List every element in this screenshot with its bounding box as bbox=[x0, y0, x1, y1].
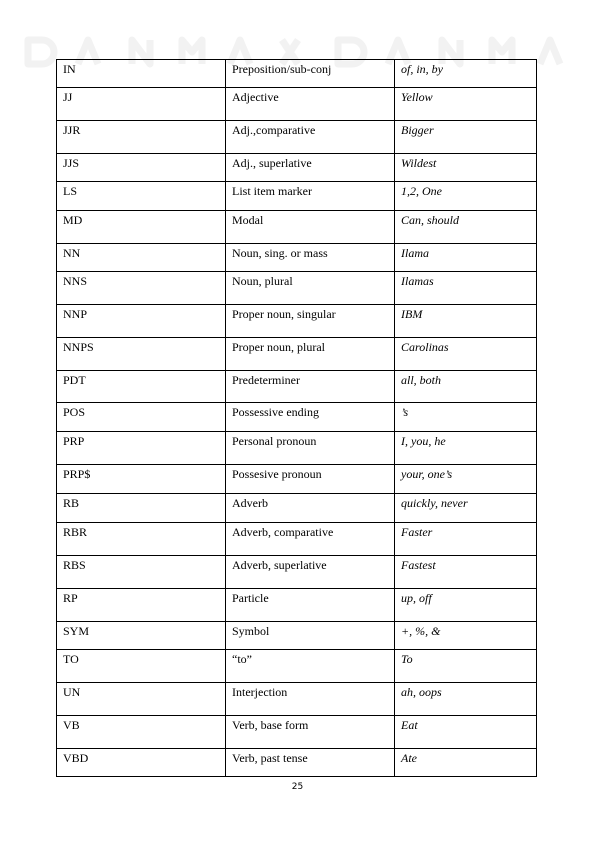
example-cell: Ilama bbox=[395, 244, 537, 272]
tag-cell: NNPS bbox=[57, 338, 226, 371]
example-cell: all, both bbox=[395, 371, 537, 403]
tag-cell: IN bbox=[57, 60, 226, 88]
tag-cell: MD bbox=[57, 211, 226, 244]
table-row bbox=[57, 154, 537, 182]
description-cell: Predeterminer bbox=[226, 371, 395, 403]
table-row bbox=[57, 749, 537, 777]
table-row bbox=[57, 523, 537, 556]
tag-cell: VBD bbox=[57, 749, 226, 777]
page-number: 25 bbox=[291, 782, 304, 792]
tag-cell: TO bbox=[57, 650, 226, 683]
tag-cell: NNP bbox=[57, 305, 226, 338]
example-cell: ah, oops bbox=[395, 683, 537, 716]
description-cell: Particle bbox=[226, 589, 395, 622]
description-cell: Adj., superlative bbox=[226, 154, 395, 182]
description-cell: “to” bbox=[226, 650, 395, 683]
table-row bbox=[57, 60, 537, 88]
example-cell: Fastest bbox=[395, 556, 537, 589]
example-cell: Carolinas bbox=[395, 338, 537, 371]
table-row bbox=[57, 465, 537, 494]
description-cell: Modal bbox=[226, 211, 395, 244]
example-cell: Faster bbox=[395, 523, 537, 556]
tag-cell: NN bbox=[57, 244, 226, 272]
example-cell: I, you, he bbox=[395, 432, 537, 465]
table-row bbox=[57, 88, 537, 121]
tag-cell: JJR bbox=[57, 121, 226, 154]
example-cell: Ilamas bbox=[395, 272, 537, 305]
description-cell: Adjective bbox=[226, 88, 395, 121]
description-cell: Interjection bbox=[226, 683, 395, 716]
example-cell: Eat bbox=[395, 716, 537, 749]
table-row bbox=[57, 589, 537, 622]
tag-cell: RBS bbox=[57, 556, 226, 589]
table-row bbox=[57, 272, 537, 305]
example-cell: ’s bbox=[395, 403, 537, 432]
table-row bbox=[57, 683, 537, 716]
example-cell: +, %, & bbox=[395, 622, 537, 650]
description-cell: Adj.,comparative bbox=[226, 121, 395, 154]
example-cell: Can, should bbox=[395, 211, 537, 244]
description-cell: Verb, base form bbox=[226, 716, 395, 749]
description-cell: Noun, sing. or mass bbox=[226, 244, 395, 272]
description-cell: Possessive ending bbox=[226, 403, 395, 432]
example-cell: of, in, by bbox=[395, 60, 537, 88]
tag-cell: JJ bbox=[57, 88, 226, 121]
description-cell: Adverb, superlative bbox=[226, 556, 395, 589]
example-cell: quickly, never bbox=[395, 494, 537, 523]
tag-cell: PRP bbox=[57, 432, 226, 465]
tag-cell: LS bbox=[57, 182, 226, 211]
description-cell: Symbol bbox=[226, 622, 395, 650]
description-cell: List item marker bbox=[226, 182, 395, 211]
description-cell: Proper noun, plural bbox=[226, 338, 395, 371]
table-row bbox=[57, 244, 537, 272]
table-row bbox=[57, 182, 537, 211]
table-row bbox=[57, 716, 537, 749]
table-row bbox=[57, 371, 537, 403]
table-row bbox=[57, 403, 537, 432]
tag-cell: NNS bbox=[57, 272, 226, 305]
tag-cell: UN bbox=[57, 683, 226, 716]
table-row bbox=[57, 556, 537, 589]
description-cell: Possesive pronoun bbox=[226, 465, 395, 494]
example-cell: IBM bbox=[395, 305, 537, 338]
example-cell: To bbox=[395, 650, 537, 683]
example-cell: 1,2, One bbox=[395, 182, 537, 211]
tag-cell: RBR bbox=[57, 523, 226, 556]
pos-tag-table bbox=[56, 59, 537, 777]
example-cell: Bigger bbox=[395, 121, 537, 154]
example-cell: up, off bbox=[395, 589, 537, 622]
tag-cell: PDT bbox=[57, 371, 226, 403]
description-cell: Personal pronoun bbox=[226, 432, 395, 465]
table-row bbox=[57, 622, 537, 650]
table-row bbox=[57, 211, 537, 244]
example-cell: Ate bbox=[395, 749, 537, 777]
tag-cell: PRP$ bbox=[57, 465, 226, 494]
description-cell: Verb, past tense bbox=[226, 749, 395, 777]
tag-cell: RB bbox=[57, 494, 226, 523]
example-cell: your, one’s bbox=[395, 465, 537, 494]
description-cell: Preposition/sub-conj bbox=[226, 60, 395, 88]
description-cell: Proper noun, singular bbox=[226, 305, 395, 338]
example-cell: Wildest bbox=[395, 154, 537, 182]
tag-cell: POS bbox=[57, 403, 226, 432]
table-row bbox=[57, 432, 537, 465]
tag-cell: SYM bbox=[57, 622, 226, 650]
table-row bbox=[57, 494, 537, 523]
table-row bbox=[57, 121, 537, 154]
table-row bbox=[57, 650, 537, 683]
table-row bbox=[57, 338, 537, 371]
table-row bbox=[57, 305, 537, 338]
description-cell: Adverb, comparative bbox=[226, 523, 395, 556]
tag-cell: JJS bbox=[57, 154, 226, 182]
example-cell: Yellow bbox=[395, 88, 537, 121]
tag-cell: VB bbox=[57, 716, 226, 749]
description-cell: Adverb bbox=[226, 494, 395, 523]
tag-cell: RP bbox=[57, 589, 226, 622]
description-cell: Noun, plural bbox=[226, 272, 395, 305]
